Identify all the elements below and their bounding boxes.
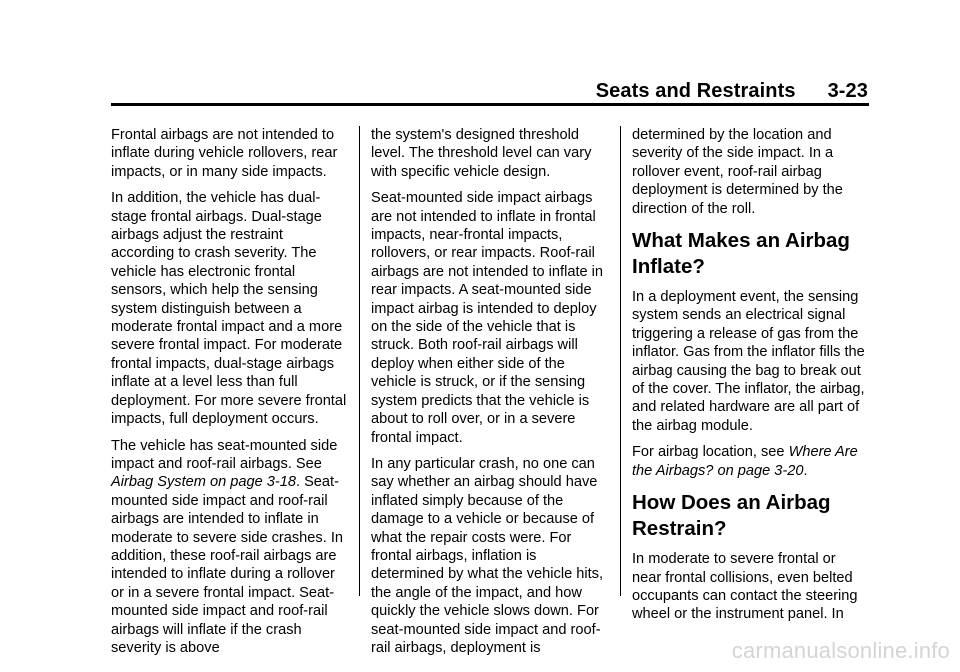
section-title: Seats and Restraints (595, 80, 796, 102)
cross-reference-link[interactable]: Airbag System on page 3-18 (111, 474, 296, 491)
header-rule (111, 103, 869, 106)
paragraph: Seat-mounted side impact airbags are not intended to inflate in frontal impacts, near-frontal impacts, rollovers, or rear impacts. Roof-rail airbags are not intended to inflate in rear impacts. A seat-mounted side impact airbag is intended to deploy on the side of the vehicle that is struck. Both roof-rail airbags will deploy when either side of the vehicle is struck, or if the sensing system predicts that the vehicle is about to roll over, or in a severe frontal impact. (371, 190, 604, 446)
paragraph: In addition, the vehicle has dual-stage frontal airbags. Dual-stage airbags adjust the restraint according to crash severity. The vehicle has electronic frontal sensors, which help the sensing system distinguish between a moderate frontal impact and a more severe frontal impact. For moderate frontal impacts, dual-stage airbags inflate at a level less than full deployment. For more severe frontal impacts, full deployment occurs. (111, 190, 347, 428)
paragraph: determined by the location and severity of the side impact. In a rollover event, roof-rail airbag deployment is determined by the direction of the roll. (632, 127, 843, 217)
column-divider-1 (359, 126, 360, 596)
section-heading: What Makes an Airbag Inflate? (632, 229, 850, 279)
column-1 (111, 126, 347, 665)
paragraph: the system's designed threshold level. The threshold level can vary with specific vehicle design. (371, 127, 592, 180)
column-2 (371, 126, 609, 665)
section-heading: How Does an Airbag Restrain? (632, 491, 831, 541)
running-header (0, 80, 868, 103)
paragraph: Frontal airbags are not intended to inflate during vehicle rollovers, rear impacts, or in many side impacts. (111, 127, 338, 180)
paragraph: The vehicle has seat-mounted side impact and roof-rail airbags. See Airbag System on page 3-18. Seat-mounted side impact and roof-rail airbags are intended to inflate in moderate to severe side crashes. In addition, these roof-rail airbags are intended to inflate during a rollover or in a severe frontal impact. Seat-mounted side impact and roof-rail airbags will inflate if the crash severity is above (111, 437, 343, 656)
paragraph: In a deployment event, the sensing system sends an electrical signal triggering a release of gas from the inflator. Gas from the inflator fills the airbag causing the bag to break out of the cover. The inflator, the airbag, and related hardware are all part of the airbag module. (632, 289, 865, 434)
page-number: 3-23 (827, 80, 868, 102)
column-3 (632, 126, 868, 632)
paragraph: In any particular crash, no one can say whether an airbag should have inflated simply because of the damage to a vehicle or because of what the repair costs were. For frontal airbags, inflation is determined by what the vehicle hits, the angle of the impact, and how quickly the vehicle slows down. For seat-mounted side impact and roof-rail airbags, deployment is (371, 455, 604, 656)
paragraph: For airbag location, see Where Are the Airbags? on page 3-20. (632, 444, 858, 479)
watermark: carmanualsonline.info (731, 638, 950, 663)
cross-reference-link[interactable]: Where Are the Airbags? on page 3-20 (632, 444, 858, 479)
column-divider-2 (620, 126, 621, 596)
paragraph: In moderate to severe frontal or near frontal collisions, even belted occupants can contact the steering wheel or the instrument panel. In (632, 551, 858, 623)
